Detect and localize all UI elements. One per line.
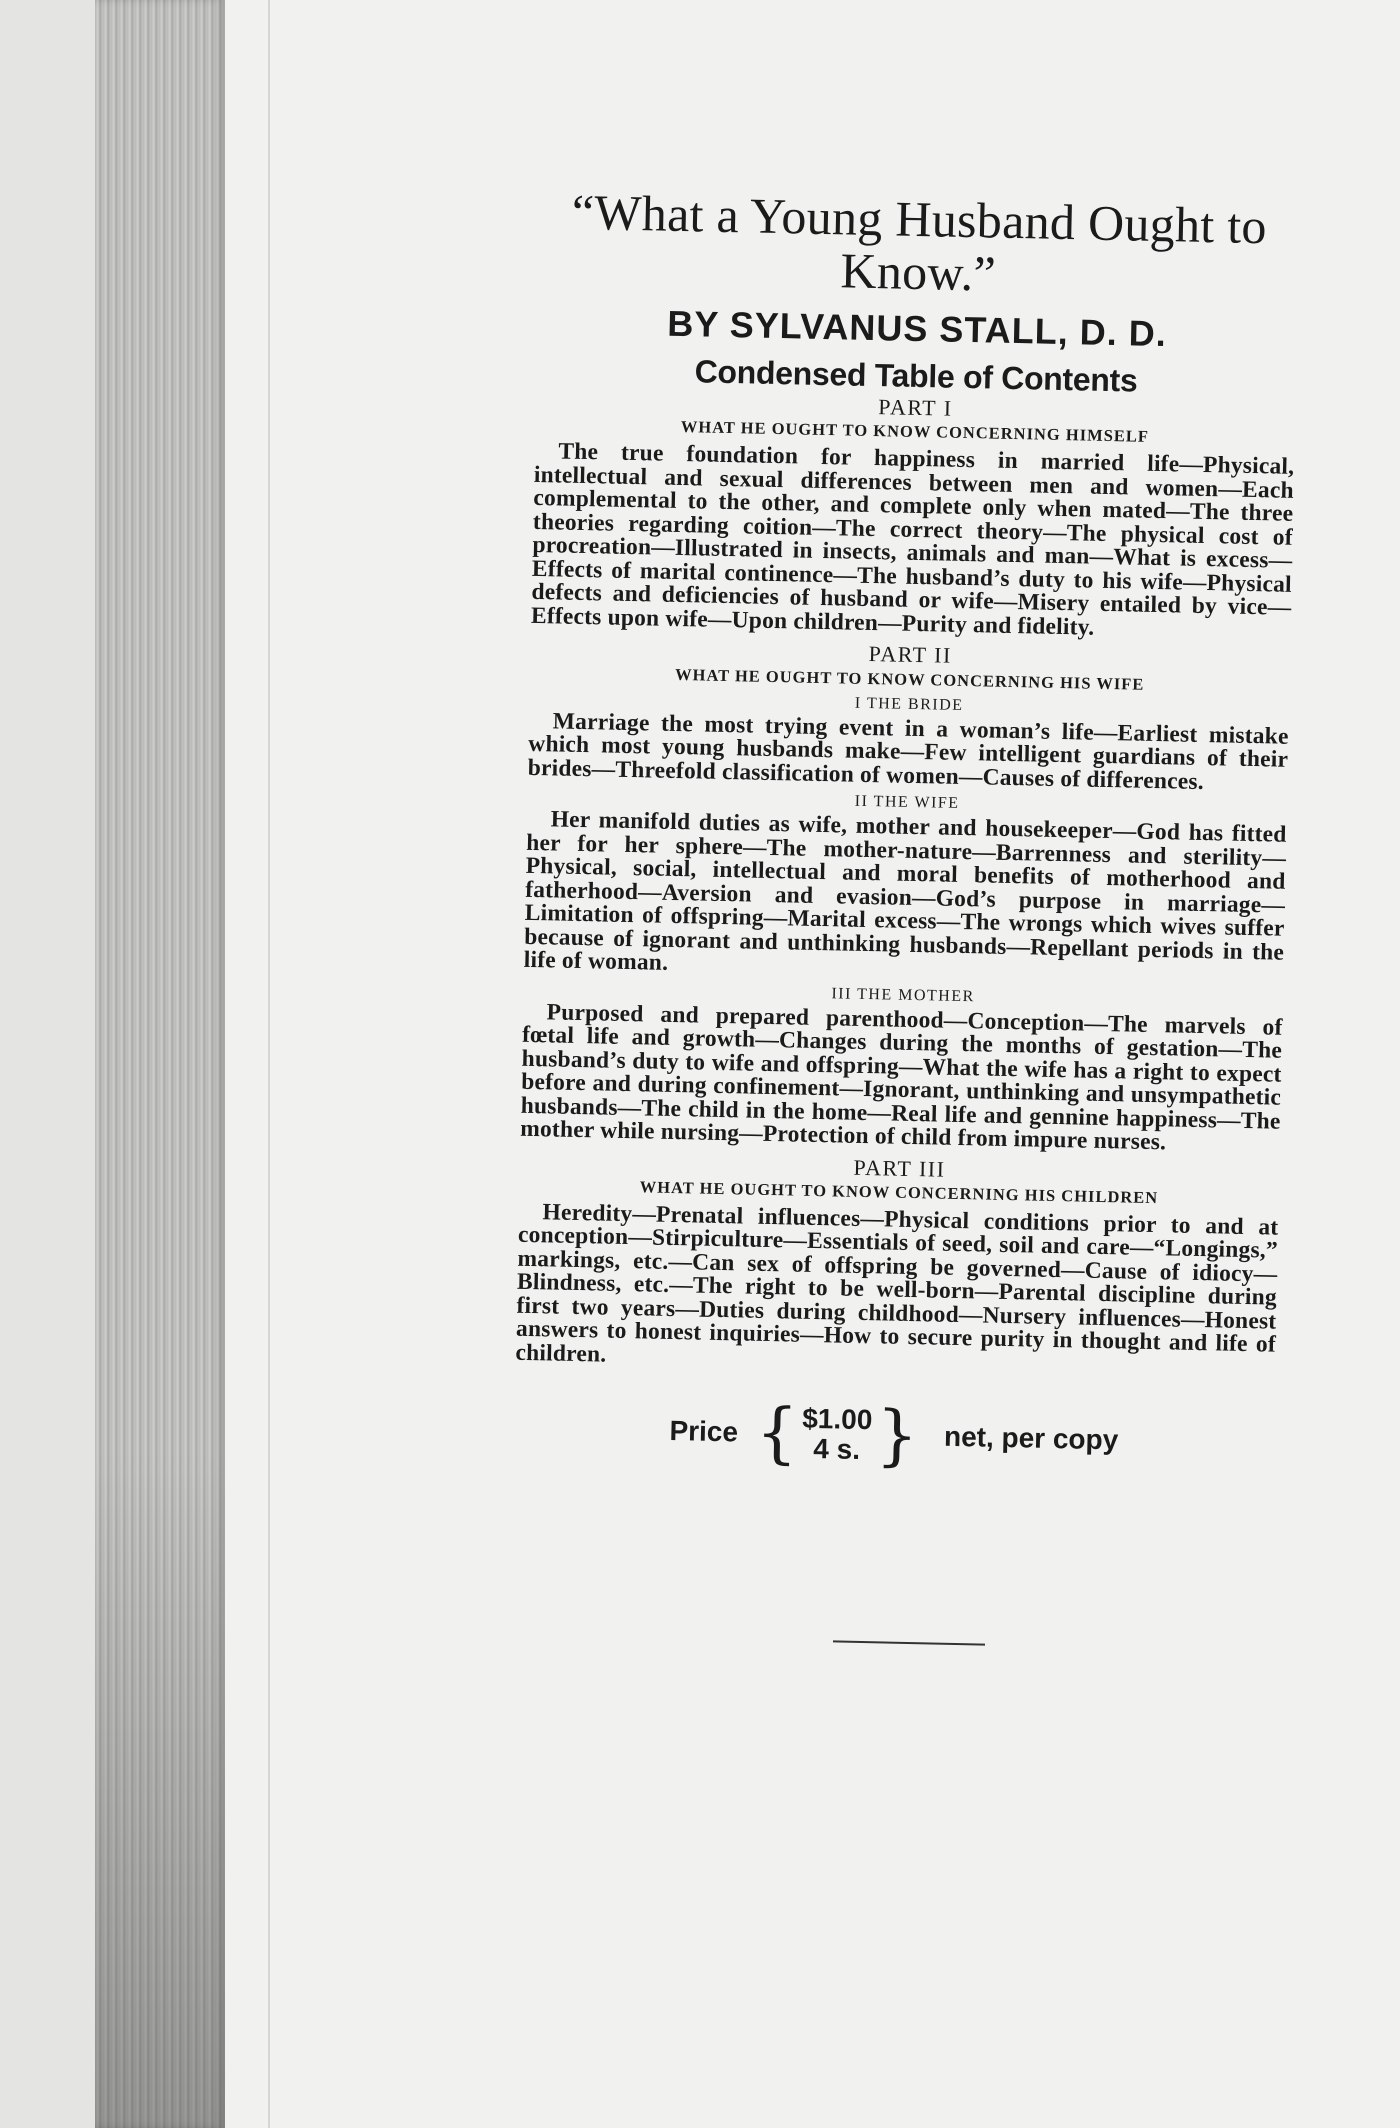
part-3 bbox=[515, 1147, 1279, 1381]
section-text-mother: Purposed and prepared parenthood—Conception—The marvels of fœtal life and growth—Changes during the months of gestation—The husband’s duty to wife and offspring—What the wife has a right to expect before and during confinement—Ignorant, unthinking and unsympathetic husbands—The child in the home—Real life and gennine happiness—The mother while nursing—Protection of child from impure nurses. bbox=[519, 998, 1283, 1156]
right-brace-glyph: } bbox=[875, 1396, 919, 1475]
part-2 bbox=[520, 634, 1290, 1157]
price-gbp: 4 s. bbox=[813, 1433, 861, 1466]
section-text-wife: Her manifold duties as wife, mother and housekeeper—God has fitted her for her sphere—The mother-nature—Barrenness and sterility—Physical, social, intellectual and moral benefits of motherhood and fatherhood—Aversion and evasion—God’s purpose in marriage—Limitation of offspring—Marital excess—The wrongs which wives suffer because of ignorant and unthinking husbands—Repellant periods in the life of woman. bbox=[523, 806, 1287, 976]
page-edge-shadow bbox=[95, 1450, 225, 2128]
page-gutter-line bbox=[268, 0, 270, 2128]
book-title: “What a Young Husband Ought to Know.” bbox=[571, 183, 1268, 302]
section-heading-mother: III THE MOTHER bbox=[831, 984, 975, 1005]
part-heading: WHAT HE OUGHT TO KNOW CONCERNING HIS CHILDREN bbox=[639, 1177, 1159, 1208]
left-brace-glyph: { bbox=[755, 1394, 799, 1473]
part-label: PART I bbox=[877, 394, 953, 421]
part-1 bbox=[531, 387, 1296, 644]
section-text-bride: Marriage the most trying event in a woman’s life—Earliest mistake which most young husbands make—Few intelligent guardians of their brides—Threefold classification of women—Causes of differences. bbox=[527, 707, 1289, 795]
price-suffix: net, per copy bbox=[943, 1421, 1119, 1456]
book-author: BY SYLVANUS STALL, D. D. bbox=[667, 302, 1168, 355]
advertisement-content bbox=[513, 185, 1300, 1477]
price-usd: $1.00 bbox=[801, 1402, 873, 1435]
part-label: PART II bbox=[868, 641, 953, 669]
part-text: The true foundation for happiness in married life—Physical, intellectual and sexual differences between men and women—Each complemental to the other, and complete only when mated—The three theories regarding coition—The correct theory—The physical cost of procreation—Illustrated in insects, animals and man—What is excess—Effects of marital continence—The husband’s duty to his wife—Physical defects and deficiencies of husband or wife—Misery entailed by vice—Effects upon wife—Upon children—Purity and fidelity. bbox=[530, 438, 1295, 641]
part-text: Heredity—Prenatal influences—Physical conditions prior to and at conception—Stirpiculture—Essentials of seed, soil and care—“Longings,” markings, etc.—Can sex of offspring be governed—Cause of idiocy—Blindness, etc.—The right to be well-born—Parental discipline during first two years—Duties during childhood—Nursery influences—Honest answers to honest inquiries—How to secure purity in thought and life of children. bbox=[515, 1199, 1279, 1368]
section-heading-bride: I THE BRIDE bbox=[854, 694, 964, 714]
part-heading: WHAT HE OUGHT TO KNOW CONCERNING HIS WIFE bbox=[674, 664, 1145, 694]
part-label: PART III bbox=[853, 1154, 946, 1182]
section-heading-wife: II THE WIFE bbox=[854, 792, 960, 813]
toc-title: Condensed Table of Contents bbox=[694, 353, 1138, 399]
part-heading: WHAT HE OUGHT TO KNOW CONCERNING HIMSELF bbox=[680, 417, 1150, 447]
price-values bbox=[801, 1403, 872, 1466]
price-label: Price bbox=[669, 1415, 739, 1448]
